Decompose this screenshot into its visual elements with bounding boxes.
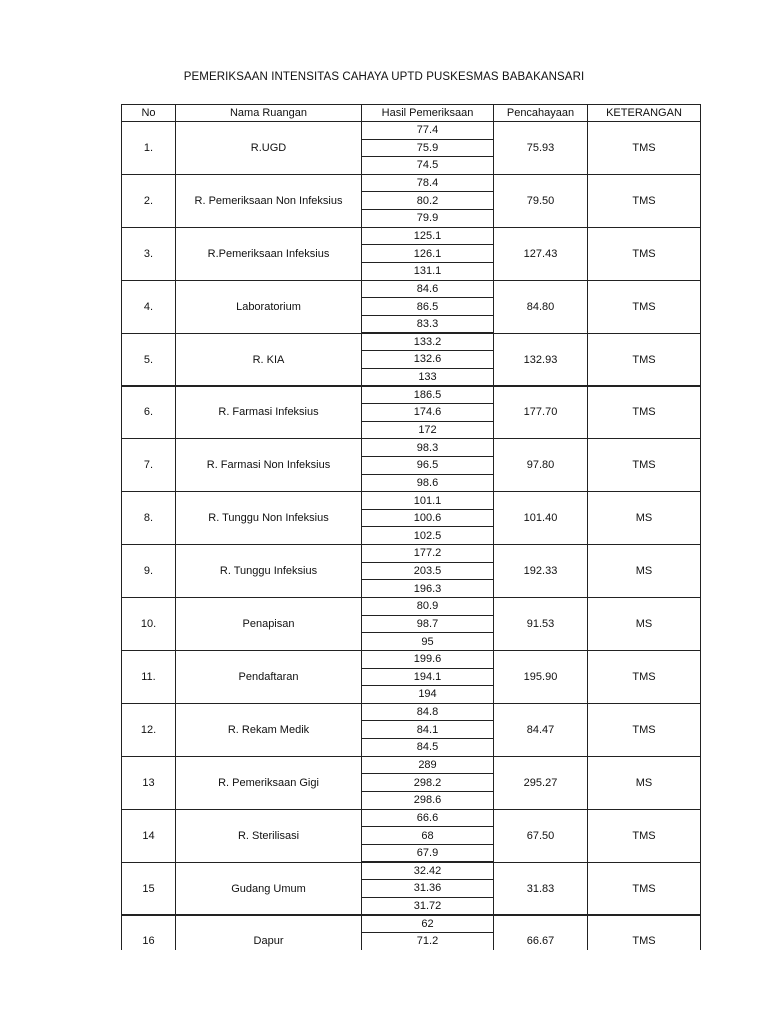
result-value: 196.3 xyxy=(361,579,494,598)
remark: MS xyxy=(587,756,701,810)
room-name: Penapisan xyxy=(175,597,362,651)
remark: TMS xyxy=(587,703,701,757)
result-values xyxy=(361,334,494,387)
result-value: 194 xyxy=(361,685,494,704)
result-value: 194.1 xyxy=(361,668,494,687)
result-values xyxy=(361,545,494,598)
row-number: 9. xyxy=(121,544,176,598)
result-value: 289 xyxy=(361,756,494,775)
table-row xyxy=(121,492,700,545)
result-value: 83.3 xyxy=(361,315,494,334)
result-value: 100.6 xyxy=(361,509,494,528)
table-row xyxy=(121,863,700,916)
room-name: R. Farmasi Non Infeksius xyxy=(175,438,362,492)
room-name: R. Pemeriksaan Non Infeksius xyxy=(175,174,362,228)
row-number: 7. xyxy=(121,438,176,492)
result-values xyxy=(361,387,494,440)
lighting-average: 91.53 xyxy=(493,597,588,651)
result-value: 126.1 xyxy=(361,244,494,263)
result-values xyxy=(361,439,494,492)
table-row xyxy=(121,439,700,492)
result-value: 298.6 xyxy=(361,791,494,810)
result-values xyxy=(361,175,494,228)
result-value: 102.5 xyxy=(361,526,494,545)
result-value: 78.4 xyxy=(361,174,494,193)
row-number: 15 xyxy=(121,862,176,916)
row-number: 6. xyxy=(121,386,176,440)
result-value: 66.6 xyxy=(361,809,494,828)
room-name: R.Pemeriksaan Infeksius xyxy=(175,227,362,281)
remark: MS xyxy=(587,544,701,598)
result-values xyxy=(361,651,494,704)
table-row xyxy=(121,757,700,810)
row-number: 11. xyxy=(121,650,176,704)
result-values xyxy=(361,757,494,810)
result-value: 84.1 xyxy=(361,720,494,739)
remark: TMS xyxy=(587,280,701,334)
result-value: 186.5 xyxy=(361,386,494,405)
result-value: 96.5 xyxy=(361,456,494,475)
result-value: 68 xyxy=(361,826,494,845)
table-row xyxy=(121,545,700,598)
result-value: 71.2 xyxy=(361,932,494,950)
room-name: Pendaftaran xyxy=(175,650,362,704)
remark: TMS xyxy=(587,386,701,440)
result-value: 133 xyxy=(361,368,494,387)
remark: TMS xyxy=(587,121,701,175)
result-value: 74.5 xyxy=(361,156,494,175)
row-number: 1. xyxy=(121,121,176,175)
result-values xyxy=(361,281,494,334)
room-name: Dapur xyxy=(175,915,362,951)
result-values xyxy=(361,810,494,863)
table-row xyxy=(121,810,700,863)
lighting-average: 67.50 xyxy=(493,809,588,863)
lighting-average: 127.43 xyxy=(493,227,588,281)
header-remarks: KETERANGAN xyxy=(587,104,701,122)
remark: TMS xyxy=(587,227,701,281)
row-number: 16 xyxy=(121,915,176,951)
header-no: No xyxy=(121,104,176,122)
room-name: Gudang Umum xyxy=(175,862,362,916)
result-value: 32.42 xyxy=(361,862,494,881)
result-values xyxy=(361,916,494,951)
remark: TMS xyxy=(587,862,701,916)
result-value: 172 xyxy=(361,421,494,440)
header-inspection-result: Hasil Pemeriksaan xyxy=(361,104,494,122)
result-value: 174.6 xyxy=(361,403,494,422)
lighting-average: 84.80 xyxy=(493,280,588,334)
room-name: Laboratorium xyxy=(175,280,362,334)
result-values xyxy=(361,122,494,175)
result-value: 86.5 xyxy=(361,297,494,316)
table-row xyxy=(121,704,700,757)
result-values xyxy=(361,598,494,651)
row-number: 5. xyxy=(121,333,176,387)
row-number: 13 xyxy=(121,756,176,810)
remark: TMS xyxy=(587,438,701,492)
room-name: R. Sterilisasi xyxy=(175,809,362,863)
lighting-average: 79.50 xyxy=(493,174,588,228)
remark: TMS xyxy=(587,915,701,951)
remark: MS xyxy=(587,597,701,651)
result-value: 98.7 xyxy=(361,615,494,634)
document-title: PEMERIKSAAN INTENSITAS CAHAYA UPTD PUSKESMAS BABAKANSARI xyxy=(183,71,585,83)
result-value: 98.6 xyxy=(361,474,494,493)
row-number: 4. xyxy=(121,280,176,334)
room-name: R. Pemeriksaan Gigi xyxy=(175,756,362,810)
lighting-average: 192.33 xyxy=(493,544,588,598)
table-row xyxy=(121,651,700,704)
room-name: R. Farmasi Infeksius xyxy=(175,386,362,440)
result-value: 84.8 xyxy=(361,703,494,722)
row-number: 10. xyxy=(121,597,176,651)
result-value: 203.5 xyxy=(361,562,494,581)
row-number: 12. xyxy=(121,703,176,757)
lighting-average: 97.80 xyxy=(493,438,588,492)
result-value: 133.2 xyxy=(361,333,494,352)
row-number: 2. xyxy=(121,174,176,228)
table-row xyxy=(121,281,700,334)
result-value: 77.4 xyxy=(361,121,494,140)
result-values xyxy=(361,863,494,916)
lighting-average: 295.27 xyxy=(493,756,588,810)
lighting-average: 66.67 xyxy=(493,915,588,951)
lighting-average: 84.47 xyxy=(493,703,588,757)
row-number: 14 xyxy=(121,809,176,863)
remark: MS xyxy=(587,491,701,545)
result-value: 84.6 xyxy=(361,280,494,299)
lighting-average: 132.93 xyxy=(493,333,588,387)
result-value: 125.1 xyxy=(361,227,494,246)
row-number: 8. xyxy=(121,491,176,545)
result-value: 177.2 xyxy=(361,544,494,563)
result-value: 75.9 xyxy=(361,139,494,158)
lighting-average: 177.70 xyxy=(493,386,588,440)
result-value: 131.1 xyxy=(361,262,494,281)
result-values xyxy=(361,228,494,281)
result-value: 31.72 xyxy=(361,897,494,916)
header-room-name: Nama Ruangan xyxy=(175,104,362,122)
remark: TMS xyxy=(587,809,701,863)
table-header xyxy=(121,104,700,122)
remark: TMS xyxy=(587,174,701,228)
result-value: 84.5 xyxy=(361,738,494,757)
result-value: 79.9 xyxy=(361,209,494,228)
result-value: 67.9 xyxy=(361,844,494,863)
table-row xyxy=(121,175,700,228)
room-name: R. KIA xyxy=(175,333,362,387)
table-row xyxy=(121,916,700,951)
room-name: R. Tunggu Infeksius xyxy=(175,544,362,598)
result-value: 298.2 xyxy=(361,773,494,792)
remark: TMS xyxy=(587,333,701,387)
result-value: 98.3 xyxy=(361,438,494,457)
row-number: 3. xyxy=(121,227,176,281)
result-values xyxy=(361,704,494,757)
result-value: 199.6 xyxy=(361,650,494,669)
result-value: 132.6 xyxy=(361,350,494,369)
result-value: 62 xyxy=(361,915,494,934)
header-lighting: Pencahayaan xyxy=(493,104,588,122)
table-row xyxy=(121,598,700,651)
room-name: R. Rekam Medik xyxy=(175,703,362,757)
result-value: 80.9 xyxy=(361,597,494,616)
lighting-average: 195.90 xyxy=(493,650,588,704)
lighting-average: 101.40 xyxy=(493,491,588,545)
result-value: 95 xyxy=(361,632,494,651)
inspection-table xyxy=(121,0,701,950)
result-value: 80.2 xyxy=(361,191,494,210)
lighting-average: 31.83 xyxy=(493,862,588,916)
table-row xyxy=(121,122,700,175)
table-row xyxy=(121,387,700,440)
result-value: 31.36 xyxy=(361,879,494,898)
result-values xyxy=(361,492,494,545)
table-row xyxy=(121,228,700,281)
result-value: 101.1 xyxy=(361,491,494,510)
remark: TMS xyxy=(587,650,701,704)
room-name: R. Tunggu Non Infeksius xyxy=(175,491,362,545)
lighting-average: 75.93 xyxy=(493,121,588,175)
room-name: R.UGD xyxy=(175,121,362,175)
table-row xyxy=(121,334,700,387)
